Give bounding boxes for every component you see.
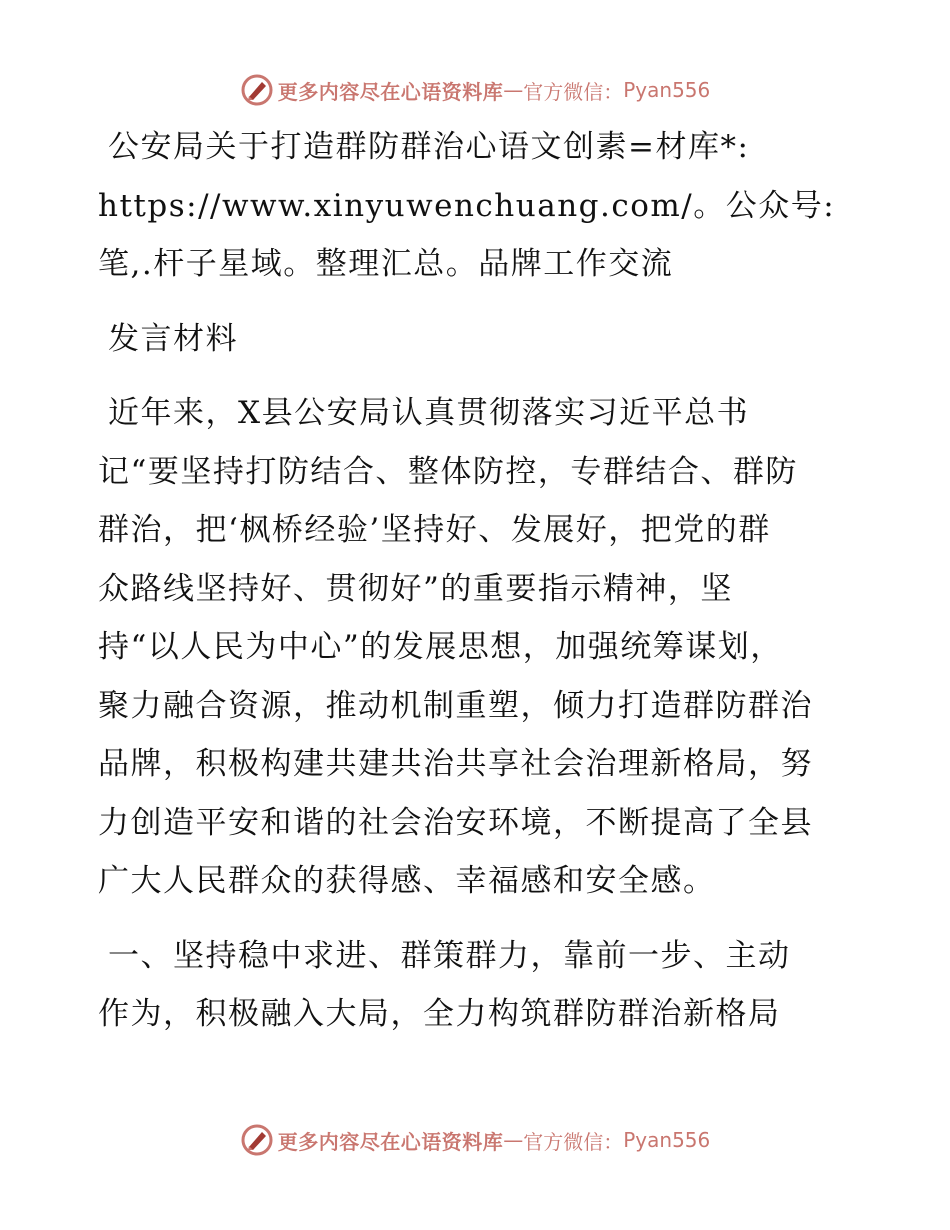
paragraph-1-line-2: 记“要坚持打防结合、整体防控，专群结合、群防 (98, 453, 798, 490)
footer-watermark-banner (0, 1120, 950, 1160)
paragraph-1-line-7: 品牌，积极构建共建共治共享社会治理新格局，努 (98, 746, 813, 782)
banner-dash: — (503, 1128, 524, 1152)
document-body (98, 118, 858, 1044)
banner-brand-text: 更多内容尽在心语资料库 (277, 79, 504, 104)
banner-brand-text: 更多内容尽在心语资料库 (277, 1129, 504, 1154)
paragraph-1-line-8: 力创造平安和谐的社会治安环境，不断提高了全县 (98, 804, 813, 841)
paragraph-1-line-3: 群治，把‘枫桥经验’坚持好、发展好，把党的群 (98, 512, 771, 548)
banner-official-text: 官方微信： (523, 79, 624, 104)
section-1-heading-line-2: 作为，积极融入大局，全力构筑群防群治新格局 (98, 996, 781, 1032)
paragraph-1-line-5: 持“以人民为中心”的发展思想，加强统筹谋划， (98, 629, 783, 665)
header-watermark-banner (0, 70, 950, 110)
doc-title-line-3: 笔,.杆子星域。整理汇总。品牌工作交流 (98, 246, 674, 282)
doc-subtitle: 发言材料 (108, 320, 238, 357)
paragraph-1-line-9: 广大人民群众的获得感、幸福感和安全感。 (98, 863, 716, 899)
doc-title-line-1: 公安局关于打造群防群治心语文创素=材库*: (108, 129, 750, 165)
banner-official-text: 官方微信： (523, 1129, 624, 1154)
brand-logo-icon (240, 1123, 274, 1157)
banner-wechat-id: Pyan556 (623, 78, 711, 102)
banner-wechat-id: Pyan556 (623, 1128, 711, 1152)
paragraph-1-line-1: 近年来，X县公安局认真贯彻落实习近平总书 (108, 395, 750, 431)
doc-title-line-2: https://www.xinyuwenchuang.com/。公众号: (98, 187, 836, 224)
brand-logo-icon (240, 73, 274, 107)
paragraph-1-line-4: 众路线坚持好、贯彻好”的重要指示精神，坚 (98, 570, 733, 607)
banner-dash: — (503, 78, 524, 102)
section-1-heading-line-1: 一、坚持稳中求进、群策群力，靠前一步、主动 (108, 937, 791, 974)
paragraph-1-line-6: 聚力融合资源，推动机制重塑，倾力打造群防群治 (98, 687, 813, 724)
